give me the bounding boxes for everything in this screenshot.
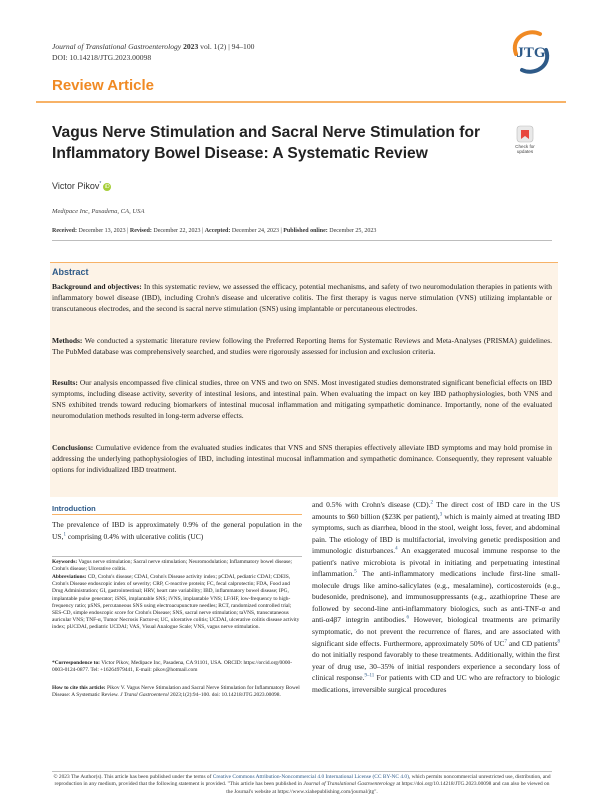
correspondence-text: Victor Pikov, Medipace Inc, Pasadena, CA 91101, USA. ORCID: https://orcid.org/0000-0003-0124-0877. Tel: +16264979441, E-mail: pikov@hotmail.com (52, 660, 293, 674)
conclusions-label: Conclusions: (52, 443, 94, 452)
ref-5[interactable]: 5 (354, 569, 357, 575)
publication-dates: Received: December 13, 2023 | Revised: December 22, 2023 | Accepted: December 24, 2023 | Published online: December 25, 2023 (52, 228, 377, 234)
copyright-footer (52, 774, 552, 796)
ref-2[interactable]: 2 (430, 500, 433, 506)
footer-journal: Journal of Translational Gastroenterology (303, 781, 396, 788)
introduction-paragraph (52, 519, 302, 543)
accepted-date: December 24, 2023 (231, 228, 280, 234)
author-name: Victor Pikov (52, 181, 100, 191)
ref-3[interactable]: 3 (439, 512, 443, 518)
intro-text-1: The prevalence of IBD is approximately 0.9% of the general population in the US, (52, 520, 302, 541)
check-label-1: Check for (515, 144, 535, 149)
introduction-heading: Introduction (52, 504, 96, 513)
journal-year: 2023 (183, 42, 199, 51)
keywords-text: Vagus nerve stimulation; Sacral nerve stimulation; Neuromodulation; Inflammatory bowel disease; Crohn's disease; Ulcerative colitis. (52, 559, 293, 573)
abstract-conclusions (52, 442, 552, 475)
ref-9-11[interactable]: 9–11 (364, 673, 375, 679)
rc-text-6: However, biological treatments are primarily symptomatic, do not prevent the recurrence of flares, and are associated with significant side effects. Furthermore, approximately 50% of UC (312, 615, 560, 648)
rc-text-9: For patients with CD and UC who are refractory to biologic medications, irreversible surgical procedures (312, 673, 560, 694)
ref-6[interactable]: 6 (406, 615, 409, 621)
keywords (52, 559, 302, 573)
check-label-2: updates (516, 149, 534, 154)
correspondence (52, 660, 302, 674)
journal-logo (506, 24, 556, 80)
methods-label: Methods: (52, 336, 83, 345)
how-to-cite-label: How to cite this article: (52, 685, 106, 691)
methods-text: We conducted a systematic literature review following the Preferred Reporting Items for Systematic Reviews and Meta-Analyses (PRISMA) guidelines. The PubMed database was comprehensively searched, and studies were rigorously assessed for inclusion and exclusion criteria. (52, 336, 552, 356)
check-for-updates-badge[interactable] (508, 125, 542, 155)
abstract-background (52, 281, 552, 314)
affiliation: Medipace Inc, Pasadena, CA, USA (52, 208, 145, 215)
introduction-divider (52, 514, 302, 515)
how-to-cite-text: Pikov V. Vagus Nerve Stimulation and Sacral Nerve Stimulation for Inflammatory Bowel Disease: A Systematic Review. (52, 685, 300, 699)
footer-text-2: , which permits noncommercial unrestricted use, distribution, and reproduction in any medium, provided that the following statement is provided. "This article has been published in (54, 774, 551, 788)
correspondence-label: *Correspondence to: (52, 660, 100, 666)
rc-text-8: do not initially respond favorably to these treatments. Additionally, within the first year of drug use, 30–35% of initial responders experience a secondary loss of clinical response. (312, 650, 560, 683)
received-label: Received: (52, 228, 77, 234)
accepted-label: Accepted: (204, 228, 231, 234)
front-matter-divider (52, 556, 302, 557)
abstract-methods (52, 335, 552, 357)
ref-1[interactable]: 1 (63, 532, 66, 538)
rc-text-5: The anti-inflammatory medications include first-line small-molecule drugs like amino-salicylates (e.g., mesalamine), corticosteroids (e.g., budesonide, prednisone), and immunosuppressants (e.g., azathioprine These are followed by second-line anti-inflammatory biologics, such as anti-TNF-α and anti-α4β7 integrin antibodies. (312, 569, 560, 625)
journal-citation-header (52, 41, 254, 63)
how-to-cite (52, 685, 302, 699)
abbreviations-text: CD, Crohn's disease; CDAI, Crohn's Disease activity index; pCDAI, pediatric CDAI; CDEIS, Crohn's Disease endoscopic index of severity; CRP, C-reactive protein; FC, fecal calprotectin; FDA, Food and Drug Administration; GI, gastrointestinal; HRV, heart rate variability; IBD, inflammatory bowel disease; IPG, implantable pulse generator; iSNS, implantable SNS; iVNS, implantable VNS; LF/HF, low-frequency to high-frequency ratio; pSNS, percutaneous SNS using electroacupuncture needles; RCT, randomized controlled trial; SES-CD, simple endoscopic score for Crohn's Disease; SNS, sacral nerve stimulation; taVNS, transcutaneous auricular VNS; TNF-α, Tumor Necrosis Factor-α; UC, ulcerative colitis; UCDAI, ulcerative colitis disease activity index; pUCDAI, pediatric UCDAI; VAS, Visual Analogue Scale; VNS, vagus nerve stimulation. (52, 574, 300, 631)
background-text: In this systematic review, we assessed the efficacy, potential mechanisms, and safety of two neuromodulation therapies in patients with inflammatory bowel disease (IBD), including Crohn's disease and ulcerative colitis. The first therapy is vagus nerve stimulation (VNS) utilizing implantable or transcutaneous electrodes, and the second is sacral nerve stimulation (SNS) using implantable or percutaneous electrodes. (52, 282, 552, 313)
license-link[interactable]: Creative Commons Attribution-Noncommercial 4.0 International License (CC BY-NC 4.0) (212, 774, 409, 780)
ref-4[interactable]: 4 (395, 546, 398, 552)
conclusions-text: Cumulative evidence from the evaluated studies indicates that VNS and SNS therapies effectively alleviate IBD symptoms and may hold promise in addressing the underlying pathophysiologies of IBD, including intestinal mucosal inflammation and sympathetic dominance. Consequently, they represent valuable options for individualized IBD treatment. (52, 443, 552, 474)
abbreviations (52, 574, 302, 632)
keywords-label: Keywords: (52, 559, 78, 565)
journal-name: Journal of Translational Gastroenterology (52, 42, 182, 51)
article-type: Review Article (52, 77, 154, 94)
intro-text-2: comprising 0.4% with ulcerative colitis (UC) (65, 532, 204, 541)
footer-divider (52, 771, 552, 772)
rc-text-7: and CD patients (506, 638, 558, 648)
rc-text-4: An exaggerated mucosal immune response to the patient's native microbiota is pivotal in initiating and perpetuating intestinal inflammation. (312, 546, 560, 579)
article-title: Vagus Nerve Stimulation and Sacral Nerve Stimulation for Inflammatory Bowel Disease: A Systematic Review (52, 124, 481, 162)
author-mark: * (99, 181, 102, 187)
rc-text-1: and 0.5% with Crohn's disease (CD). (312, 500, 431, 509)
received-date: December 13, 2023 (78, 228, 126, 234)
revised-label: Revised: (129, 228, 152, 234)
journal-volume: vol. 1(2) | 94–100 (200, 42, 255, 51)
abbreviations-label: Abbreviations: (52, 574, 87, 580)
results-text: Our analysis encompassed five clinical studies, three on VNS and two on SNS. Most investigated studies demonstrated significant beneficial effects on IBD symptoms, including disease activity, severity of intestinal lesions, and intestinal pain. When evaluating the impact on key IBD pathophysiologies, both VNS and SNS exhibited trends toward reducing biomarkers of intestinal mucosal inflammation and mitigating sympathetic dominance. Importantly, none of the evaluated neuromodulation methods resulted in long-term adverse effects. (52, 378, 552, 420)
rc-text-2: The direct cost of IBD care in the US amounts to $60 billion ($23K per patient), (312, 500, 560, 521)
ref-7[interactable]: 7 (504, 639, 507, 645)
results-label: Results: (52, 378, 78, 387)
how-to-cite-journal: J Transl Gastroenterol (120, 692, 169, 699)
revised-date: December 22, 2023 (153, 228, 201, 234)
abstract-heading: Abstract (52, 267, 89, 277)
published-date: December 25, 2023 (329, 228, 377, 234)
ref-8[interactable]: 8 (557, 639, 561, 645)
footer-text-1: © 2023 The Author(s). This article has been published under the terms of (53, 774, 213, 780)
introduction-continued (312, 499, 560, 695)
background-label: Background and objectives: (52, 282, 142, 291)
rc-text-3: which is mainly aimed at treating IBD symptoms, such as diarrhea, blood in the stool, weight loss, fever, and abdominal pain. The etiology of IBD is multifactorial, involving genetic predisposition and immunologic disturbances. (312, 511, 560, 556)
author-line (52, 181, 111, 191)
doi[interactable]: DOI: 10.14218/JTG.2023.00098 (52, 53, 152, 62)
published-label: Published online: (283, 228, 328, 234)
logo-text: JTG (516, 45, 546, 61)
how-to-cite-rest: 2023;1(2):94–100. doi: 10.14218/JTG.2023.00098. (168, 692, 281, 699)
header-divider (36, 101, 566, 103)
footer-text-3: at https://doi.org/10.14218/JTG.2023.00098 and can also be viewed on the Journal's website at https://www.xiahepublishing.com/journal/jtg". (226, 781, 550, 795)
dates-divider (52, 240, 552, 241)
orcid-icon[interactable]: iD (104, 184, 110, 190)
abstract-results (52, 377, 552, 421)
